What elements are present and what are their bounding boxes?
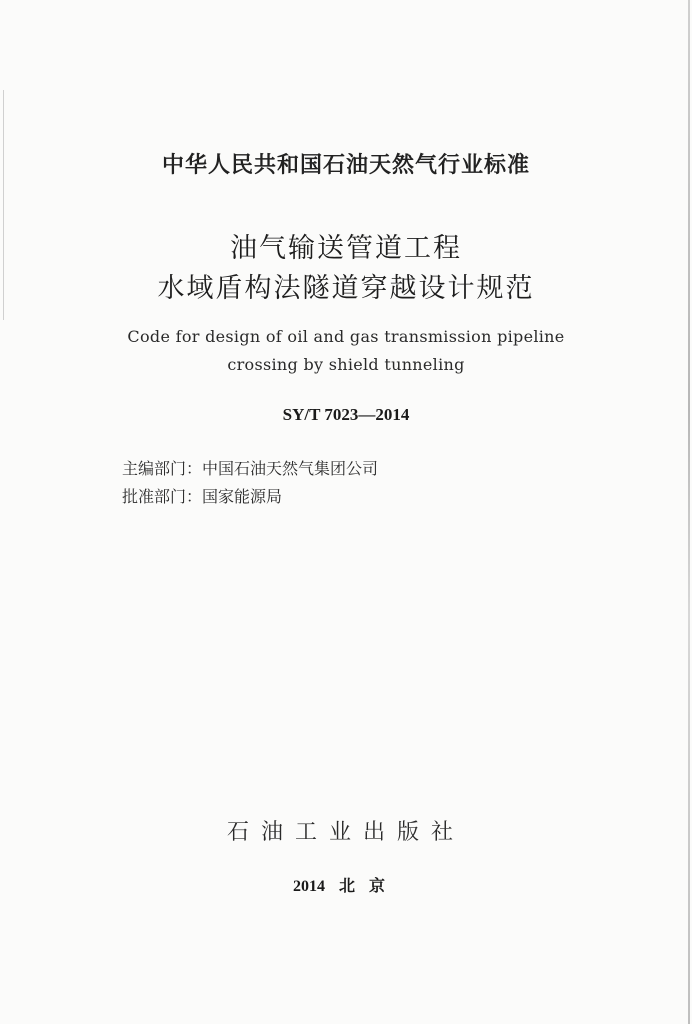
publisher-name: 石油工业出版社 [226, 820, 465, 845]
editor-department: 主编部门：中国石油天然气集团公司 [122, 459, 379, 478]
title-line-2: 水域盾构法隧道穿越设计规范 [157, 273, 535, 304]
english-title-line-2: crossing by shield tunneling [227, 355, 465, 374]
publication-year: 2014 [292, 878, 325, 895]
title-line-1: 油气输送管道工程 [230, 233, 462, 264]
approver-department: 批准部门：国家能源局 [122, 487, 283, 506]
issuer-heading: 中华人民共和国石油天然气行业标准 [161, 153, 530, 178]
english-title-line-1: Code for design of oil and gas transmission pipeline [127, 327, 565, 346]
standard-code: SY/T 7023—2014 [282, 405, 410, 424]
publication-place [0, 873, 692, 896]
publication-city: 北京 [338, 878, 399, 895]
